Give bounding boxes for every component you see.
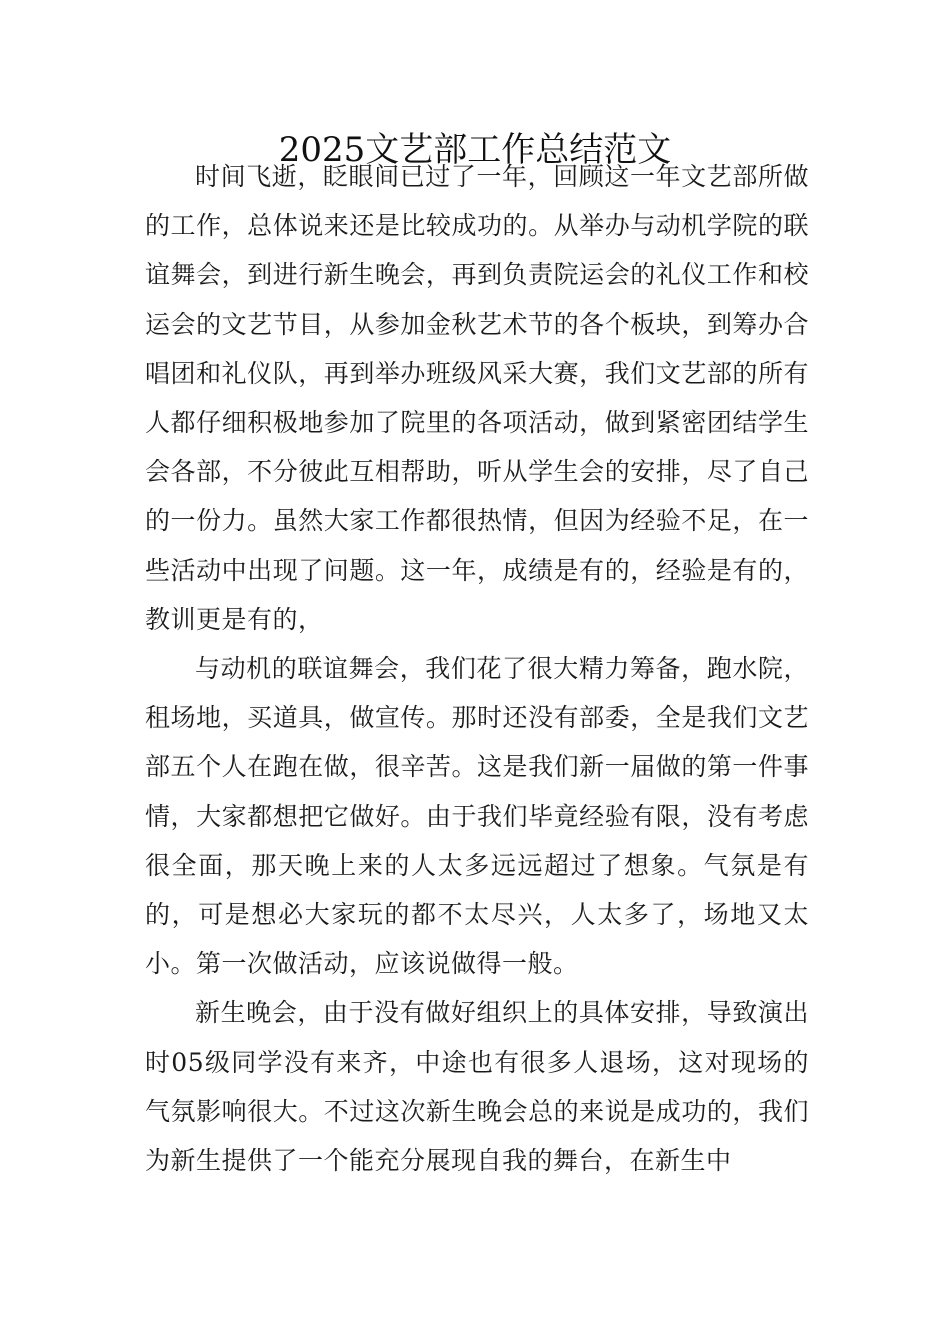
paragraph-1: 时间飞逝，眨眼间已过了一年，回顾这一年文艺部所做的工作，总体说来还是比较成功的。从举办与动机学院的联谊舞会，到进行新生晚会，再到负责院运会的礼仪工作和校运会的文艺节目，从参加金秋艺术节的各个板块，到筹办合唱团和礼仪队，再到举办班级风采大赛，我们文艺部的所有人都仔细积极地参加了院里的各项活动，做到紧密团结学生会各部，不分彼此互相帮助，听从学生会的安排，尽了自己的一份力。虽然大家工作都很热情，但因为经验不足，在一些活动中出现了问题。这一年，成绩是有的，经验是有的，教训更是有的， <box>145 162 809 634</box>
document-title: 2025文艺部工作总结范文 <box>278 130 672 170</box>
paragraph-2: 与动机的联谊舞会，我们花了很大精力筹备，跑水院，租场地，买道具，做宣传。那时还没有部委，全是我们文艺部五个人在跑在做，很辛苦。这是我们新一届做的第一件事情，大家都想把它做好。由于我们毕竟经验有限，没有考虑很全面，那天晚上来的人太多远远超过了想象。气氛是有的，可是想必大家玩的都不太尽兴，人太多了，场地又太小。第一次做活动，应该说做得一般。 <box>145 654 809 979</box>
document-body <box>145 152 809 1185</box>
paragraph-3: 新生晚会，由于没有做好组织上的具体安排，导致演出时05级同学没有来齐，中途也有很多人退场，这对现场的气氛影响很大。不过这次新生晚会总的来说是成功的，我们为新生提供了一个能充分展现自我的舞台，在新生中 <box>145 998 809 1176</box>
